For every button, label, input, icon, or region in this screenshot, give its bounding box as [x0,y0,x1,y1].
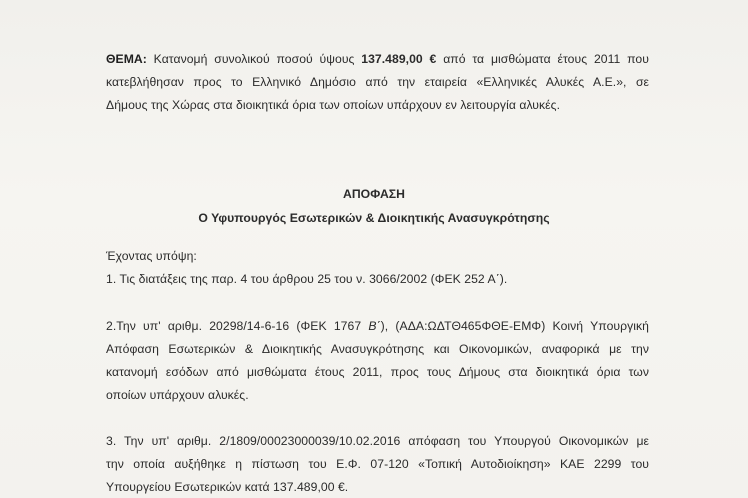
subject-amount: 137.489,00 € [361,52,437,66]
item-2-line-4: οποίων υπάρχουν αλυκές. [106,388,249,402]
item-3-line-3: Υπουργείου Εσωτερικών κατά 137.489,00 €. [106,480,349,494]
item-2-line-3: κατανομή εσόδων από μισθώματα έτους 2011, προς τους Δήμους στα διοικητικά όρια των [106,365,649,379]
item-2-line-2: Απόφαση Εσωτερικών & Διοικητικής Ανασυγκρότησης και Οικονομικών, αναφορικά με την [106,342,649,356]
item-2-text-a: 2.Την υπ' αριθμ. 20298/14-6-16 (ΦΕΚ 1767 [106,319,369,333]
subject-line-1 [106,51,649,67]
item-2-text-c: ), (ΑΔΑ:ΩΔΤΘ465ΦΘΕ-ΕΜΦ) Κοινή Υπουργική [380,319,649,333]
item-1: 1. Τις διατάξεις της παρ. 4 του άρθρου 25 του ν. 3066/2002 (ΦΕΚ 252 Α΄). [106,272,508,286]
item-2-issue-letter: Β΄ [368,319,381,333]
item-3-line-1: 3. Την υπ' αριθμ. 2/1809/00023000039/10.02.2016 απόφαση του Υπουργού Οικονομικών με [106,434,649,448]
item-2-line-1 [106,318,649,334]
decision-authority: Ο Υφυπουργός Εσωτερικών & Διοικητικής Ανασυγκρότησης [198,211,550,225]
subject-line-2: κατεβλήθησαν προς το Ελληνικό Δημόσιο από την εταιρεία «Ελληνικές Αλυκές Α.Ε.», σε [106,75,649,89]
subject-line-3: Δήμους της Χώρας στα διοικητικά όρια των οποίων υπάρχουν εν λειτουργία αλυκές. [106,98,561,112]
subject-text-a: Κατανομή συνολικού ποσού ύψους [146,52,362,66]
item-3-line-2: την οποία αυξήθηκε η πίστωση του Ε.Φ. 07-120 «Τοπική Αυτοδιοίκηση» ΚΑΕ 2299 του [106,457,649,471]
decision-title: ΑΠΟΦΑΣΗ [342,187,406,201]
considering-label: Έχοντας υπόψη: [106,249,197,263]
subject-text-b: από τα μισθώματα έτους 2011 που [436,52,649,66]
subject-label: ΘΕΜΑ: [106,52,147,66]
